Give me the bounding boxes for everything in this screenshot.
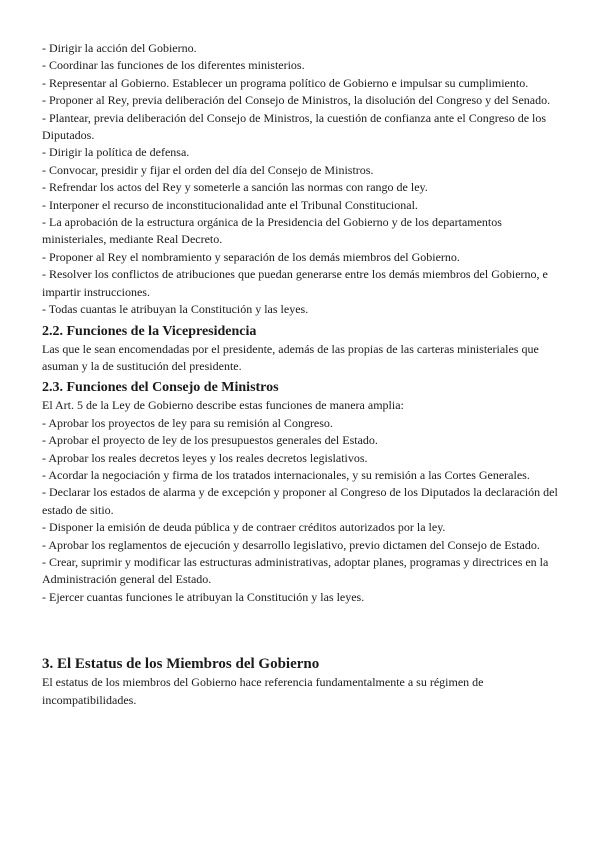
list-item: - Disponer la emisión de deuda pública y de contraer créditos autorizados por la ley. <box>42 520 446 535</box>
list-item: - Todas cuantas le atribuyan la Constitución y las leyes. <box>42 302 309 317</box>
list-item: - Proponer al Rey el nombramiento y separación de los demás miembros del Gobierno. <box>42 249 460 264</box>
estatus-heading: 3. El Estatus de los Miembros del Gobierno <box>42 656 320 673</box>
list-item: - Acordar la negociación y firma de los tratados internacionales, y su remisión a las Cortes Generales. <box>42 467 530 482</box>
list-item: - Coordinar las funciones de los diferentes ministerios. <box>42 58 305 73</box>
list-item: - Crear, suprimir y modificar las estructuras administrativas, adoptar planes, programas y directrices en la Administración general del Estado. <box>42 554 549 587</box>
list-item: - Refrendar los actos del Rey y someterle a sanción las normas con rango de ley. <box>42 180 428 195</box>
list-item: - Interponer el recurso de inconstitucionalidad ante el Tribunal Constitucional. <box>42 197 418 212</box>
consejo-functions-list <box>42 415 560 606</box>
document-page <box>42 40 560 709</box>
list-item: - Aprobar los proyectos de ley para su remisión al Congreso. <box>42 415 333 430</box>
list-item: - Aprobar los reglamentos de ejecución y desarrollo legislativo, previo dictamen del Consejo de Estado. <box>42 537 540 552</box>
list-item: - La aprobación de la estructura orgánica de la Presidencia del Gobierno y de los departamentos ministeriales, mediante Real Decreto. <box>42 215 502 247</box>
list-item: - Declarar los estados de alarma y de excepción y proponer al Congreso de los Diputados la declaración del estado de sitio. <box>42 485 558 517</box>
list-item: - Proponer al Rey, previa deliberación del Consejo de Ministros, la disolución del Congreso y del Senado. <box>42 93 551 108</box>
list-item: - Dirigir la acción del Gobierno. <box>42 41 197 55</box>
section-spacer <box>42 606 560 654</box>
vicepresidencia-paragraph: Las que le sean encomendadas por el presidente, además de las propias de las carteras ministeriales que asuman y la de sustitución del presidente. <box>42 341 539 373</box>
list-item: - Aprobar los reales decretos leyes y los reales decretos legislativos. <box>42 450 368 465</box>
list-item: - Dirigir la política de defensa. <box>42 145 190 160</box>
list-item: - Ejercer cuantas funciones le atribuyan la Constitución y las leyes. <box>42 589 365 604</box>
estatus-paragraph: El estatus de los miembros del Gobierno hace referencia fundamentalmente a su régimen de incompatibilidades. <box>42 675 484 707</box>
vicepresidencia-heading: 2.2. Funciones de la Vicepresidencia <box>42 323 257 339</box>
consejo-heading: 2.3. Funciones del Consejo de Ministros <box>42 380 279 396</box>
list-item: - Plantear, previa deliberación del Consejo de Ministros, la cuestión de confianza ante el Congreso de los Diputados. <box>42 110 547 143</box>
list-item: - Aprobar el proyecto de ley de los presupuestos generales del Estado. <box>42 433 378 448</box>
presidente-functions-list <box>42 40 560 319</box>
consejo-intro: El Art. 5 de la Ley de Gobierno describe estas funciones de manera amplia: <box>42 398 404 413</box>
list-item: - Convocar, presidir y fijar el orden del día del Consejo de Ministros. <box>42 162 374 177</box>
list-item: - Resolver los conflictos de atribuciones que puedan generarse entre los demás miembros del Gobierno, e impartir instrucciones. <box>42 267 548 299</box>
list-item: - Representar al Gobierno. Establecer un programa político de Gobierno e impulsar su cumplimiento. <box>42 75 529 90</box>
